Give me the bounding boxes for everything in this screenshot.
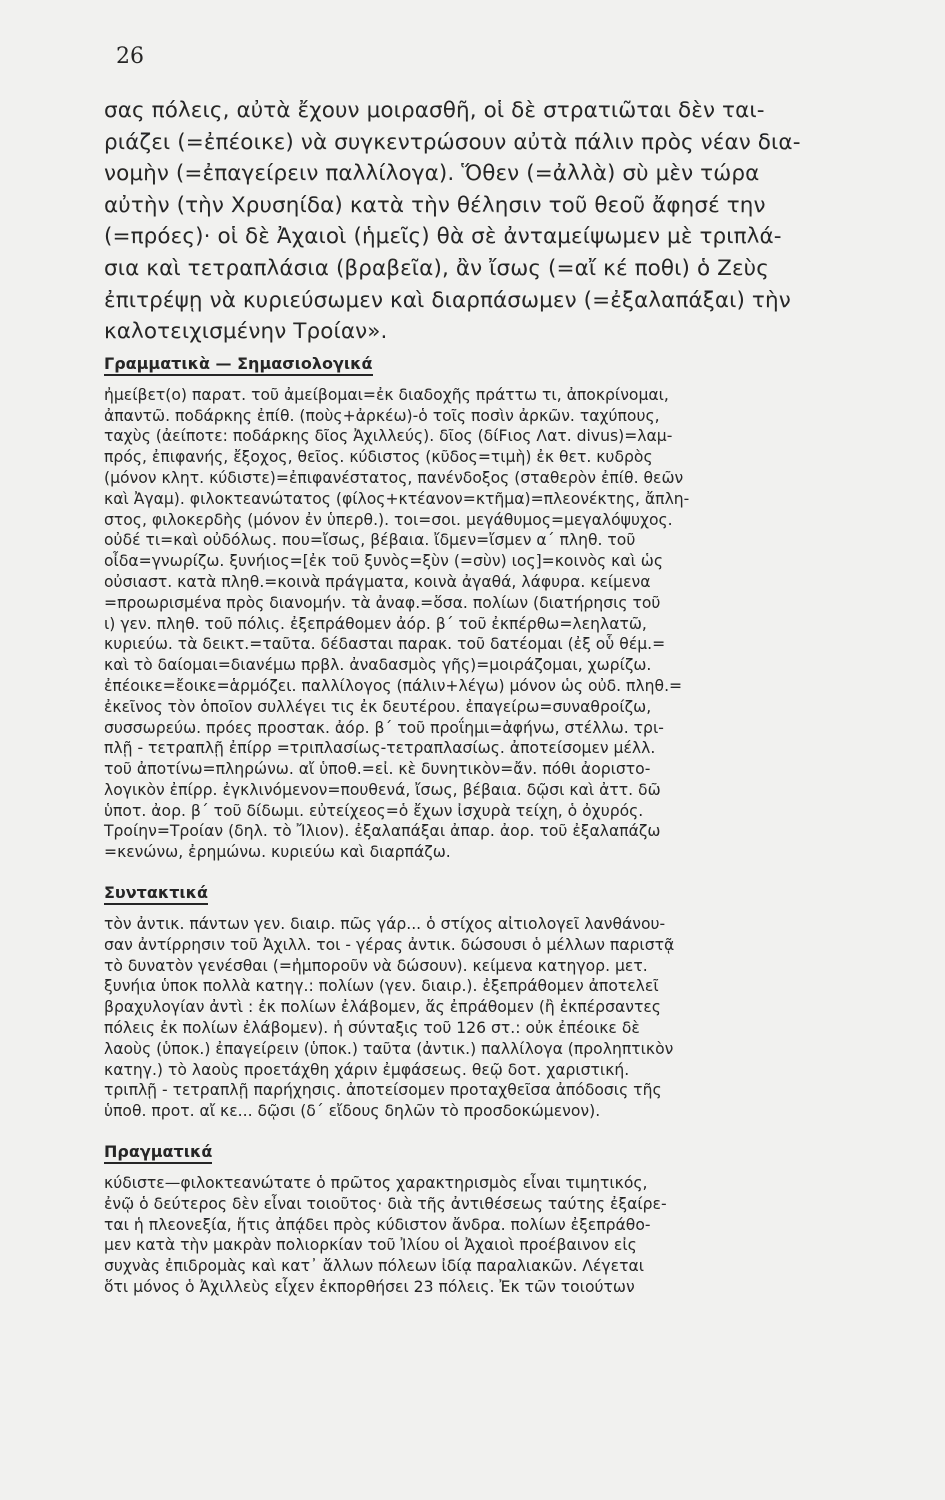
note-line: ἐκεῖνος τὸν ὁποῖον συλλέγει τις ἐκ δευτέρου. ἐπαγείρω=συναθροίζω, — [104, 697, 652, 716]
note-line: ἐνῷ ὁ δεύτερος δὲν εἶναι τοιοῦτος· διὰ τῆς ἀντιθέσεως ταύτης ἐξαίρε- — [104, 1194, 667, 1213]
note-line: ἐπέοικε=ἔοικε=ἁρμόζει. παλλίλογος (πάλιν+λέγω) μόνον ὡς οὐδ. πληθ.= — [104, 676, 683, 695]
note-line: οὐδέ τι=καὶ οὐδόλως. που=ἴσως, βέβαια. ἴδμεν=ἴσμεν α΄ πληθ. τοῦ — [104, 531, 636, 550]
note-line: συσσωρεύω. πρόες προστακ. ἀόρ. β΄ τοῦ προΐημι=ἀφήνω, στέλλω. τρι- — [104, 718, 664, 737]
note-line: λαοὺς (ὑποκ.) ἐπαγείρειν (ὑποκ.) ταῦτα (ἀντικ.) παλλίλογα (προληπτικὸν — [104, 1039, 674, 1058]
note-line: ἀπαντῶ. ποδάρκης ἐπίθ. (ποὺς+ἀρκέω)-ὁ τοῖς ποσὶν ἀρκῶν. ταχύπους, — [104, 406, 660, 425]
note-line: ὅτι μόνος ὁ Ἀχιλλεὺς εἶχεν ἐκπορθήσει 23 πόλεις. Ἐκ τῶν τοιούτων — [104, 1278, 635, 1297]
note-line: πρός, ἐπιφανής, ἔξοχος, θεῖος. κύδιστος (κῦδος=τιμὴ) ἐκ θετ. κυδρὸς — [104, 448, 653, 467]
note-line: ι) γεν. πληθ. τοῦ πόλις. ἐξεπράθομεν ἀόρ. β΄ τοῦ ἐκπέρθω=λεηλατῶ, — [104, 614, 647, 633]
text-line: νομὴν (=ἐπαγείρειν παλλίλογα). Ὅθεν (=ἀλλὰ) σὺ μὲν τώρα — [104, 161, 760, 187]
note-line: ὑποθ. προτ. αἴ κε... δῷσι (δ΄ εἴδους δηλῶν τὸ προσδοκώμενον). — [104, 1102, 601, 1121]
grammar-section — [104, 354, 905, 863]
note-line: κυριεύω. τὰ δεικτ.=ταῦτα. δέδασται παρακ. τοῦ δατέομαι (ἐξ οὗ θέμ.= — [104, 635, 666, 654]
note-line: οἶδα=γνωρίζω. ξυνήιος=[ἐκ τοῦ ξυνὸς=ξὺν (=σὺν) ιος]=κοινὸς καὶ ὡς — [104, 552, 664, 571]
note-line: τριπλῇ - τετραπλῇ παρήχησις. ἀποτείσομεν προταχθεῖσα ἀπόδοσις τῆς — [104, 1081, 662, 1100]
syntax-heading-text: Συντακτικά — [104, 883, 208, 905]
note-line: ται ἡ πλεονεξία, ἥτις ἀπᾴδει πρὸς κύδιστον ἄνδρα. πολίων ἐξεπράθο- — [104, 1215, 651, 1234]
syntax-heading — [104, 883, 905, 902]
text-line: (=πρόες)· οἱ δὲ Ἀχαιοὶ (ἡμεῖς) θὰ σὲ ἀνταμείψωμεν μὲ τριπλά- — [104, 224, 782, 250]
note-line: λογικὸν ἐπίρρ. ἐγκλινόμενον=πουθενά, ἴσως, βέβαια. δῷσι καὶ ἀττ. δῶ — [104, 780, 661, 799]
page-number: 26 — [116, 44, 144, 69]
note-line: συχνὰς ἐπιδρομὰς καὶ κατ᾽ ἄλλων πόλεων ἰδίᾳ παραλιακῶν. Λέγεται — [104, 1257, 645, 1276]
note-line: μεν κατὰ τὴν μακρὰν πολιορκίαν τοῦ Ἰλίου οἱ Ἀχαιοὶ προέβαινον εἰς — [104, 1236, 637, 1255]
note-line: καὶ Ἀγαμ). φιλοκτεανώτατος (φίλος+κτέανον=κτῆμα)=πλεονέκτης, ἄπλη- — [104, 489, 690, 508]
realia-heading — [104, 1142, 905, 1161]
intro-paragraph — [104, 95, 905, 348]
note-line: ξυνήια ὑποκ πολλὰ κατηγ.: πολίων (γεν. διαιρ.). ἐξεπράθομεν ἀποτελεῖ — [104, 977, 659, 996]
note-line: =προωρισμένα πρὸς διανομήν. τὰ ἀναφ.=ὅσα. πολίων (διατήρησις τοῦ — [104, 593, 661, 612]
grammar-heading — [104, 354, 905, 373]
text-line: αὐτὴν (τὴν Χρυσηίδα) κατὰ τὴν θέλησιν τοῦ θεοῦ ἄφησέ την — [104, 192, 766, 218]
note-line: στος, φιλοκερδὴς (μόνον ἐν ὑπερθ.). τοι=σοι. μεγάθυμος=μεγαλόψυχος. — [104, 510, 673, 529]
realia-section — [104, 1142, 905, 1298]
note-line: Τροίην=Τροίαν (δηλ. τὸ Ἴλιον). ἐξαλαπάξαι ἀπαρ. ἀορ. τοῦ ἐξαλαπάζω — [104, 822, 661, 841]
note-line: βραχυλογίαν ἀντὶ : ἐκ πολίων ἐλάβομεν, ἅς ἐπράθομεν (ἢ ἐκπέρσαντες — [104, 998, 661, 1017]
note-line: τοῦ ἀποτίνω=πληρώνω. αἴ ὑποθ.=εἰ. κὲ δυνητικὸν=ἄν. πόθι ἀοριστο- — [104, 760, 651, 779]
note-line: (μόνον κλητ. κύδιστε)=ἐπιφανέστατος, πανένδοξος (σταθερὸν ἐπίθ. θεῶν — [104, 468, 684, 487]
text-line: καλοτειχισμένην Τροίαν». — [104, 319, 388, 345]
grammar-heading-text: Γραμματικὰ — Σημασιολογικά — [104, 354, 373, 376]
note-line: σαν ἀντίρρησιν τοῦ Ἀχιλλ. τοι - γέρας ἀντικ. δώσουσι ὁ μέλλων παριστᾷ — [104, 935, 675, 954]
note-line: ὑποτ. ἀορ. β΄ τοῦ δίδωμι. εὐτείχεος=ὁ ἔχων ἰσχυρὰ τείχη, ὁ ὀχυρός. — [104, 801, 644, 820]
syntax-section — [104, 883, 905, 1122]
realia-heading-text: Πραγματικά — [104, 1142, 212, 1164]
note-line: ταχὺς (ἀείποτε: ποδάρκης δῖος Ἀχιλλεύς). δῖος (δίϜιος Λατ. divus)=λαμ- — [104, 427, 673, 446]
note-line: πλῇ - τετραπλῇ ἐπίρρ =τριπλασίως-τετραπλασίως. ἀποτείσομεν μέλλ. — [104, 739, 656, 758]
note-line: τὸ δυνατὸν γενέσθαι (=ἠμποροῦν νὰ δώσουν). κείμενα κατηγορ. μετ. — [104, 956, 648, 975]
note-line: οὐσιαστ. κατὰ πληθ.=κοινὰ πράγματα, κοινὰ ἀγαθά, λάφυρα. κείμενα — [104, 572, 651, 591]
note-line: πόλεις ἐκ πολίων ἐλάβομεν). ἡ σύνταξις τοῦ 126 στ.: οὐκ ἐπέοικε δὲ — [104, 1019, 640, 1038]
note-line: τὸν ἀντικ. πάντων γεν. διαιρ. πῶς γάρ... ὁ στίχος αἰτιολογεῖ λανθάνου- — [104, 915, 666, 934]
note-line: κύδιστε—φιλοκτεανώτατε ὁ πρῶτος χαρακτηρισμὸς εἶναι τιμητικός, — [104, 1174, 648, 1193]
grammar-notes — [104, 385, 905, 863]
syntax-notes — [104, 914, 905, 1122]
text-line: σια καὶ τετραπλάσια (βραβεῖα), ἂν ἴσως (=αἴ κέ ποθι) ὁ Ζεὺς — [104, 255, 769, 281]
text-line: ριάζει (=ἐπέοικε) νὰ συγκεντρώσουν αὐτὰ πάλιν πρὸς νέαν δια- — [104, 129, 801, 155]
note-line: =κενώνω, ἐρημώνω. κυριεύω καὶ διαρπάζω. — [104, 843, 451, 862]
text-line: σας πόλεις, αὐτὰ ἔχουν μοιρασθῆ, οἱ δὲ στρατιῶται δὲν ται- — [104, 98, 765, 123]
note-line: ἠμείβετ(ο) παρατ. τοῦ ἀμείβομαι=ἐκ διαδοχῆς πράττω τι, ἀποκρίνομαι, — [104, 385, 669, 404]
realia-notes — [104, 1173, 905, 1298]
note-line: κατηγ.) τὸ λαοὺς προετάχθη χάριν ἐμφάσεως. θεῷ δοτ. χαριστική. — [104, 1060, 630, 1079]
note-line: καὶ τὸ δαίομαι=διανέμω πρβλ. ἀναδασμὸς γῆς)=μοιράζομαι, χωρίζω. — [104, 656, 652, 675]
text-line: ἐπιτρέψῃ νὰ κυριεύσωμεν καὶ διαρπάσωμεν (=ἐξαλαπάξαι) τὴν — [104, 287, 791, 313]
